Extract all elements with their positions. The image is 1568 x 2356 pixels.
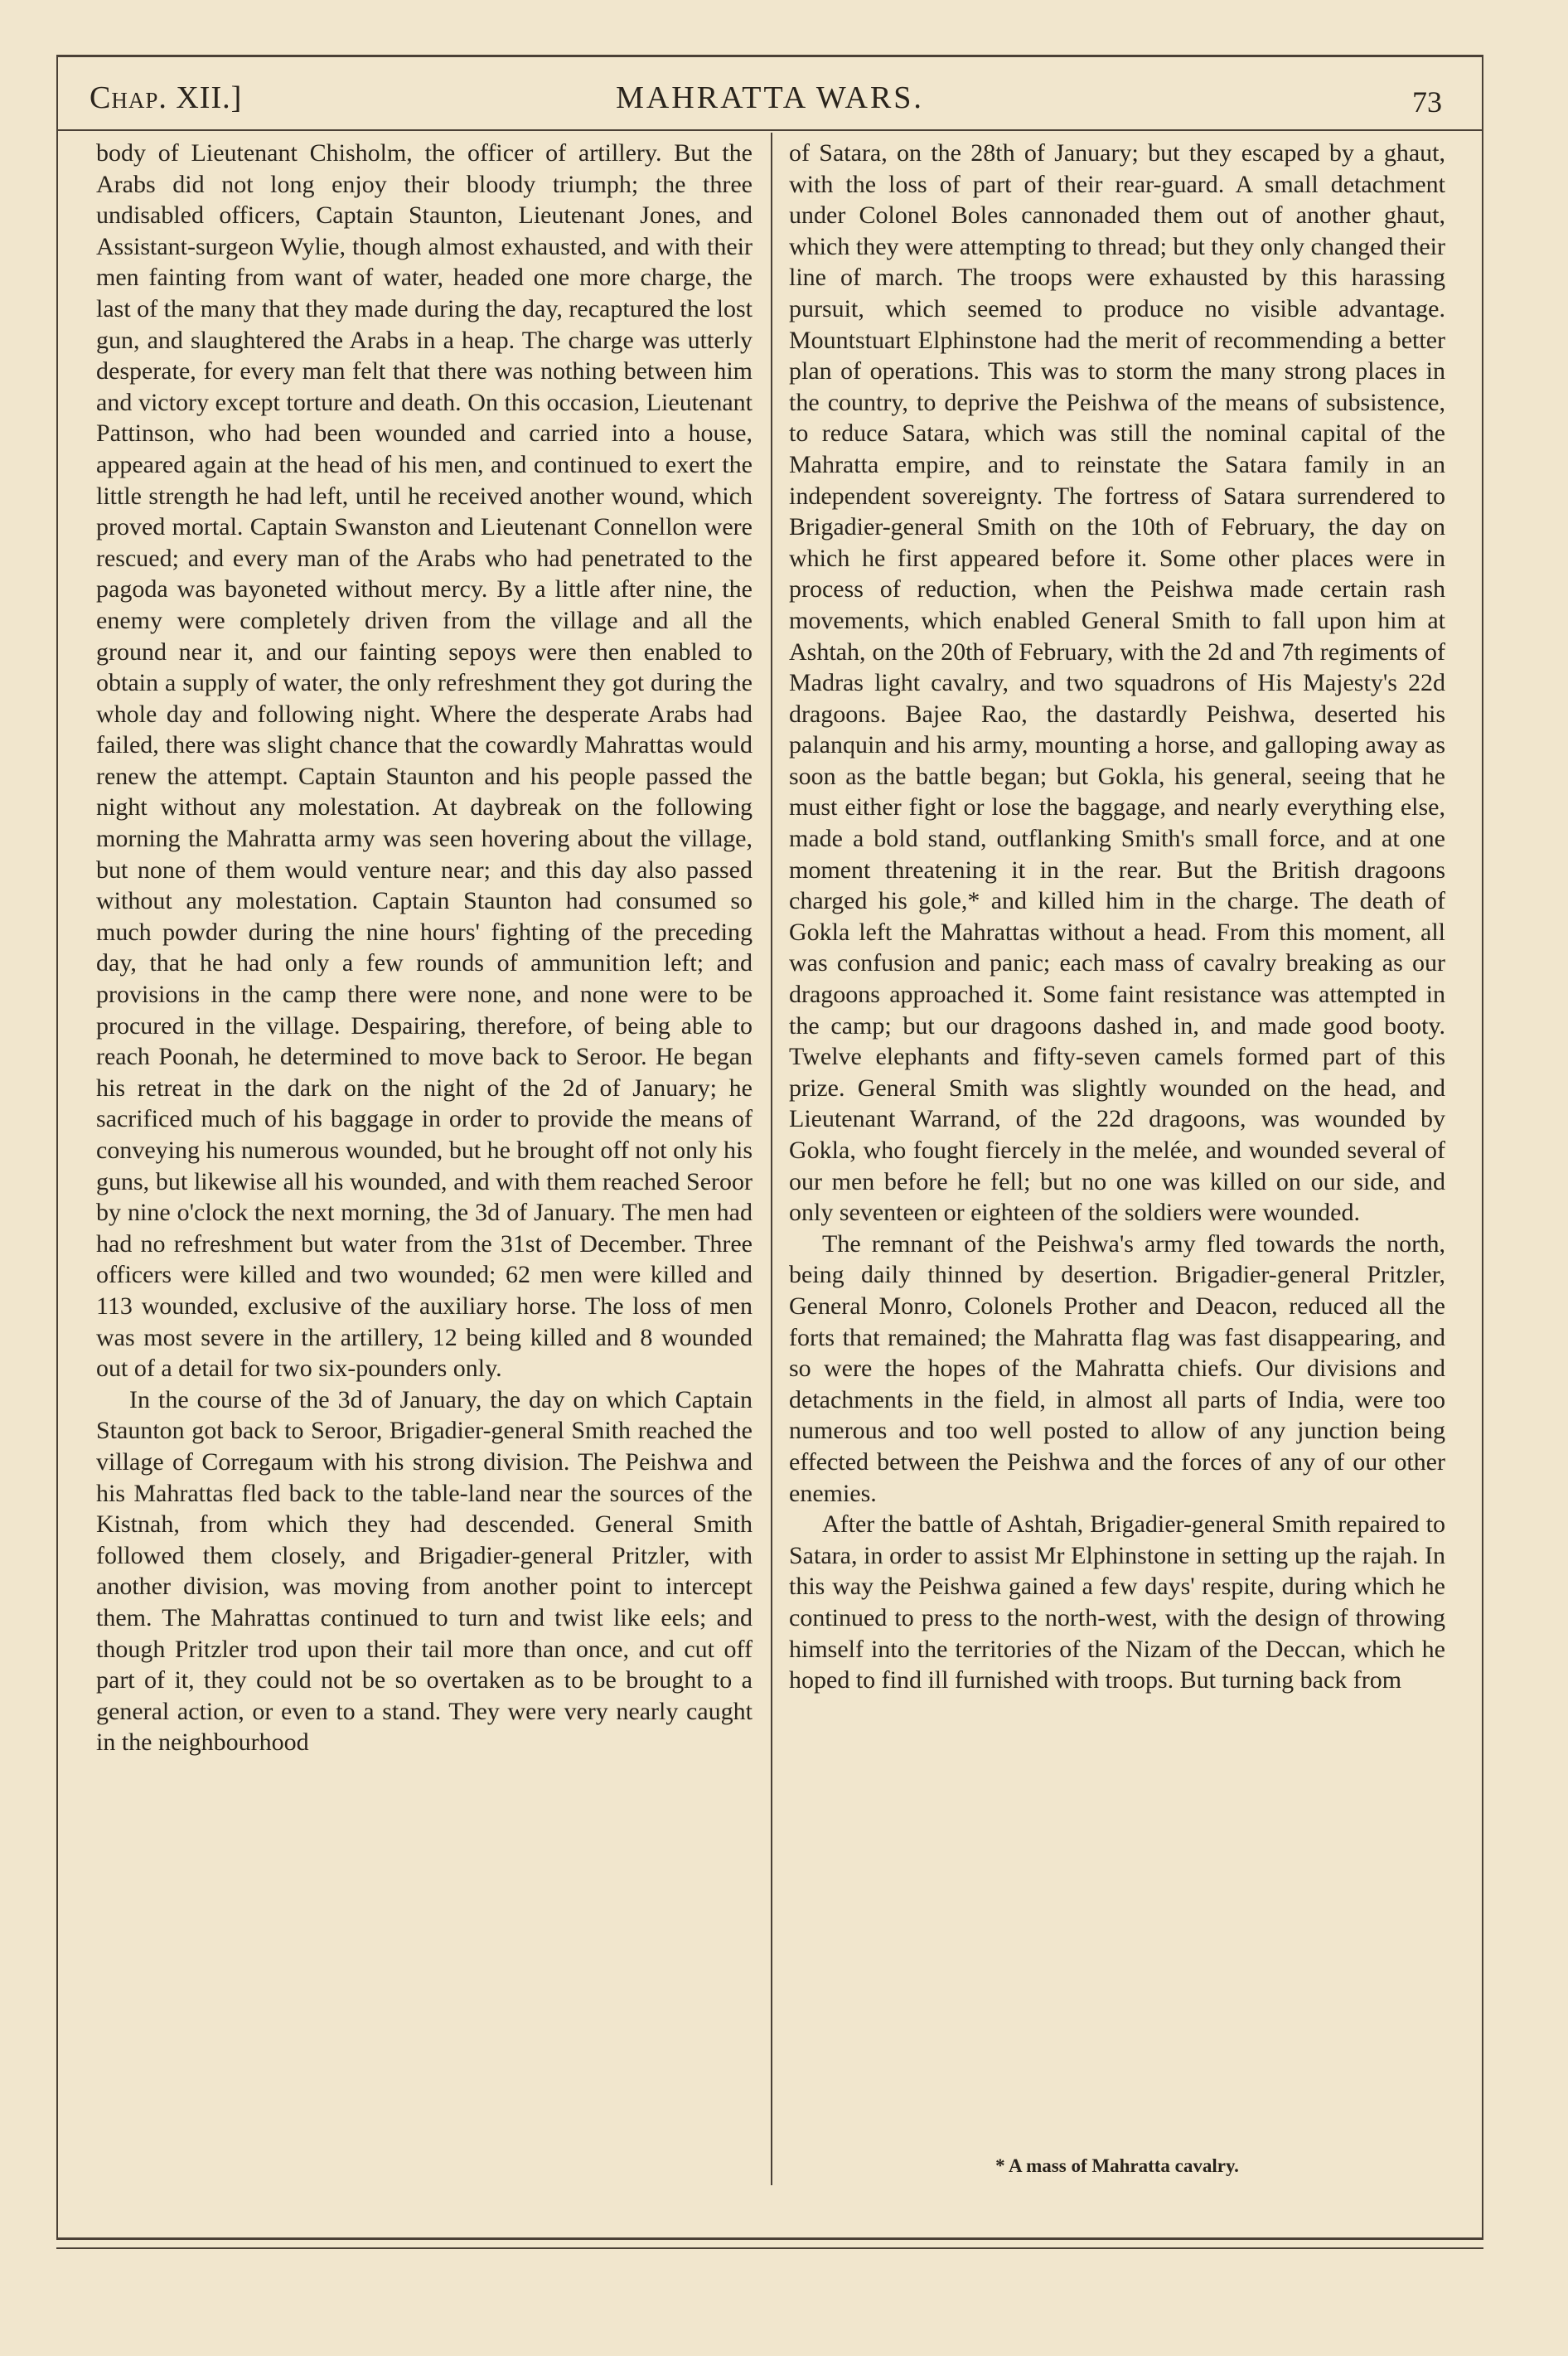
paragraph: The remnant of the Peishwa's army fled towards the north, being daily thinned by desertion. Brigadier-general Pritzler, General Monro, Colonels Prother and Deacon, reduced all the forts that remained; the Mahratta flag was fast disappearing, and so were the hopes of the Mahratta chiefs. Our divisions and detachments in the field, in almost all parts of India, were too numerous and too well posted to allow of any junction being effected between the Peishwa and the forces of any of our other enemies.	[789, 1229, 1445, 1507]
paragraph: of Satara, on the 28th of January; but they escaped by a ghaut, with the loss of part of their rear-guard. A small detachment under Colonel Boles cannonaded them out of another ghaut, which they were attempting to thread; but they only changed their line of march. The troops were exhausted by this harassing pursuit, which seemed to produce no visible advantage. Mountstuart Elphinstone had the merit of recommending a better plan of operations. This was to storm the many strong places in the country, to deprive the Peishwa of the means of subsistence, to reduce Satara, which was still the nominal capital of the Mahratta empire, and to reinstate the Satara family in an independent sovereignty. The fortress of Satara surrendered to Brigadier-general Smith on the 10th of February, the day on which he first appeared before it. Some other places were in process of reduction, when the Peishwa made certain rash movements, which enabled General Smith to fall upon him at Ashtah, on the 20th of February, with the 2d and 7th regiments of Madras light cavalry, and two squadrons of His Majesty's 22d dragoons. Bajee Rao, the dastardly Peishwa, deserted his palanquin and his army, mounting a horse, and galloping away as soon as the battle began; but Gokla, his general, seeing that he must either fight or lose the baggage, and nearly everything else, made a bold stand, outflanking Smith's small force, and at one moment threatening it in the rear. But the British dragoons charged his gole,* and killed him in the charge. The death of Gokla left the Mahrattas without a head. From this moment, all was confusion and panic; each mass of cavalry breaking as our dragoons approached it. Some faint resistance was attempted in the camp; but our dragoons dashed in, and made good booty. Twelve elephants and fifty-seven camels formed part of this prize. General Smith was slightly wounded on the head, and Lieutenant Warrand, of the 22d dragoons, was wounded by Gokla, who fought fiercely in the melée, and wounded several of our men before he fell; but no one was killed on our side, and only seventeen or eighteen of the soldiers were wounded.	[789, 139, 1445, 1227]
page-title: MAHRATTA WARS.	[616, 80, 924, 115]
page-number: 73	[1412, 85, 1442, 119]
header-rule	[56, 129, 1483, 131]
paragraph: After the battle of Ashtah, Brigadier-general Smith repaired to Satara, in order to assist Mr Elphinstone in setting up the rajah. In this way the Peishwa gained a few days' respite, during which he continued to press to the north-west, with the design of throwing himself into the territories of the Nizam of the Deccan, which he hoped to find ill furnished with troops. But turning back from	[789, 1510, 1445, 1694]
running-header	[56, 75, 1483, 126]
paragraph: body of Lieutenant Chisholm, the officer of artillery. But the Arabs did not long enjoy their bloody triumph; the three undisabled officers, Captain Staunton, Lieutenant Jones, and Assistant-surgeon Wylie, though almost exhausted, and with their men fainting from want of water, headed one more charge, the last of the many that they made during the day, recaptured the lost gun, and slaughtered the Arabs in a heap. The charge was utterly desperate, for every man felt that there was nothing between him and victory except torture and death. On this occasion, Lieutenant Pattinson, who had been wounded and carried into a house, appeared again at the head of his men, and continued to exert the little strength he had left, until he received another wound, which proved mortal. Captain Swanston and Lieutenant Connellon were rescued; and every man of the Arabs who had penetrated to the pagoda was bayoneted without mercy. By a little after nine, the enemy were completely driven from the village and all the ground near it, and our fainting sepoys were then enabled to obtain a supply of water, the only refreshment they got during the whole day and following night. Where the desperate Arabs had failed, there was slight chance that the cowardly Mahrattas would renew the attempt. Captain Staunton and his people passed the night without any molestation. At daybreak on the following morning the Mahratta army was seen hovering about the village, but none of them would venture near; and this day also passed without any molestation. Captain Staunton had consumed so much powder during the nine hours' fighting of the preceding day, that he had only a few rounds of ammunition left; and provisions in the camp there were none, and none were to be procured in the village. Despairing, therefore, of being able to reach Poonah, he determined to move back to Seroor. He began his retreat in the dark on the night of the 2d of January; he sacrificed much of his baggage in order to provide the means of conveying his numerous wounded, but he brought off not only his guns, but likewise all his wounded, and with them reached Seroor by nine o'clock the next morning, the 3d of January. The men had had no refreshment but water from the 31st of December. Three officers were killed and two wounded; 62 men were killed and 113 wounded, exclusive of the auxiliary horse. The loss of men was most severe in the artillery, 12 being killed and 8 wounded out of a detail for two six-pounders only.	[96, 139, 753, 1383]
footnote: * A mass of Mahratta cavalry.	[995, 2155, 1239, 2176]
chapter-label: Chap. XII.]	[90, 80, 243, 115]
right-column	[789, 138, 1445, 1696]
column-divider	[771, 133, 772, 2185]
left-column	[96, 138, 753, 1758]
paragraph: In the course of the 3d of January, the day on which Captain Staunton got back to Seroor, Brigadier-general Smith reached the village of Corregaum with his strong division. The Peishwa and his Mahrattas fled back to the table-land near the sources of the Kistnah, from which they had descended. General Smith followed them closely, and Brigadier-general Pritzler, with another division, was moving from another point to intercept them. The Mahrattas continued to turn and twist like eels; and though Pritzler trod upon their tail more than once, and cut off part of it, they could not be so overtaken as to be brought to a general action, or even to a stand. They were very nearly caught in the neighbourhood	[96, 1385, 753, 1757]
